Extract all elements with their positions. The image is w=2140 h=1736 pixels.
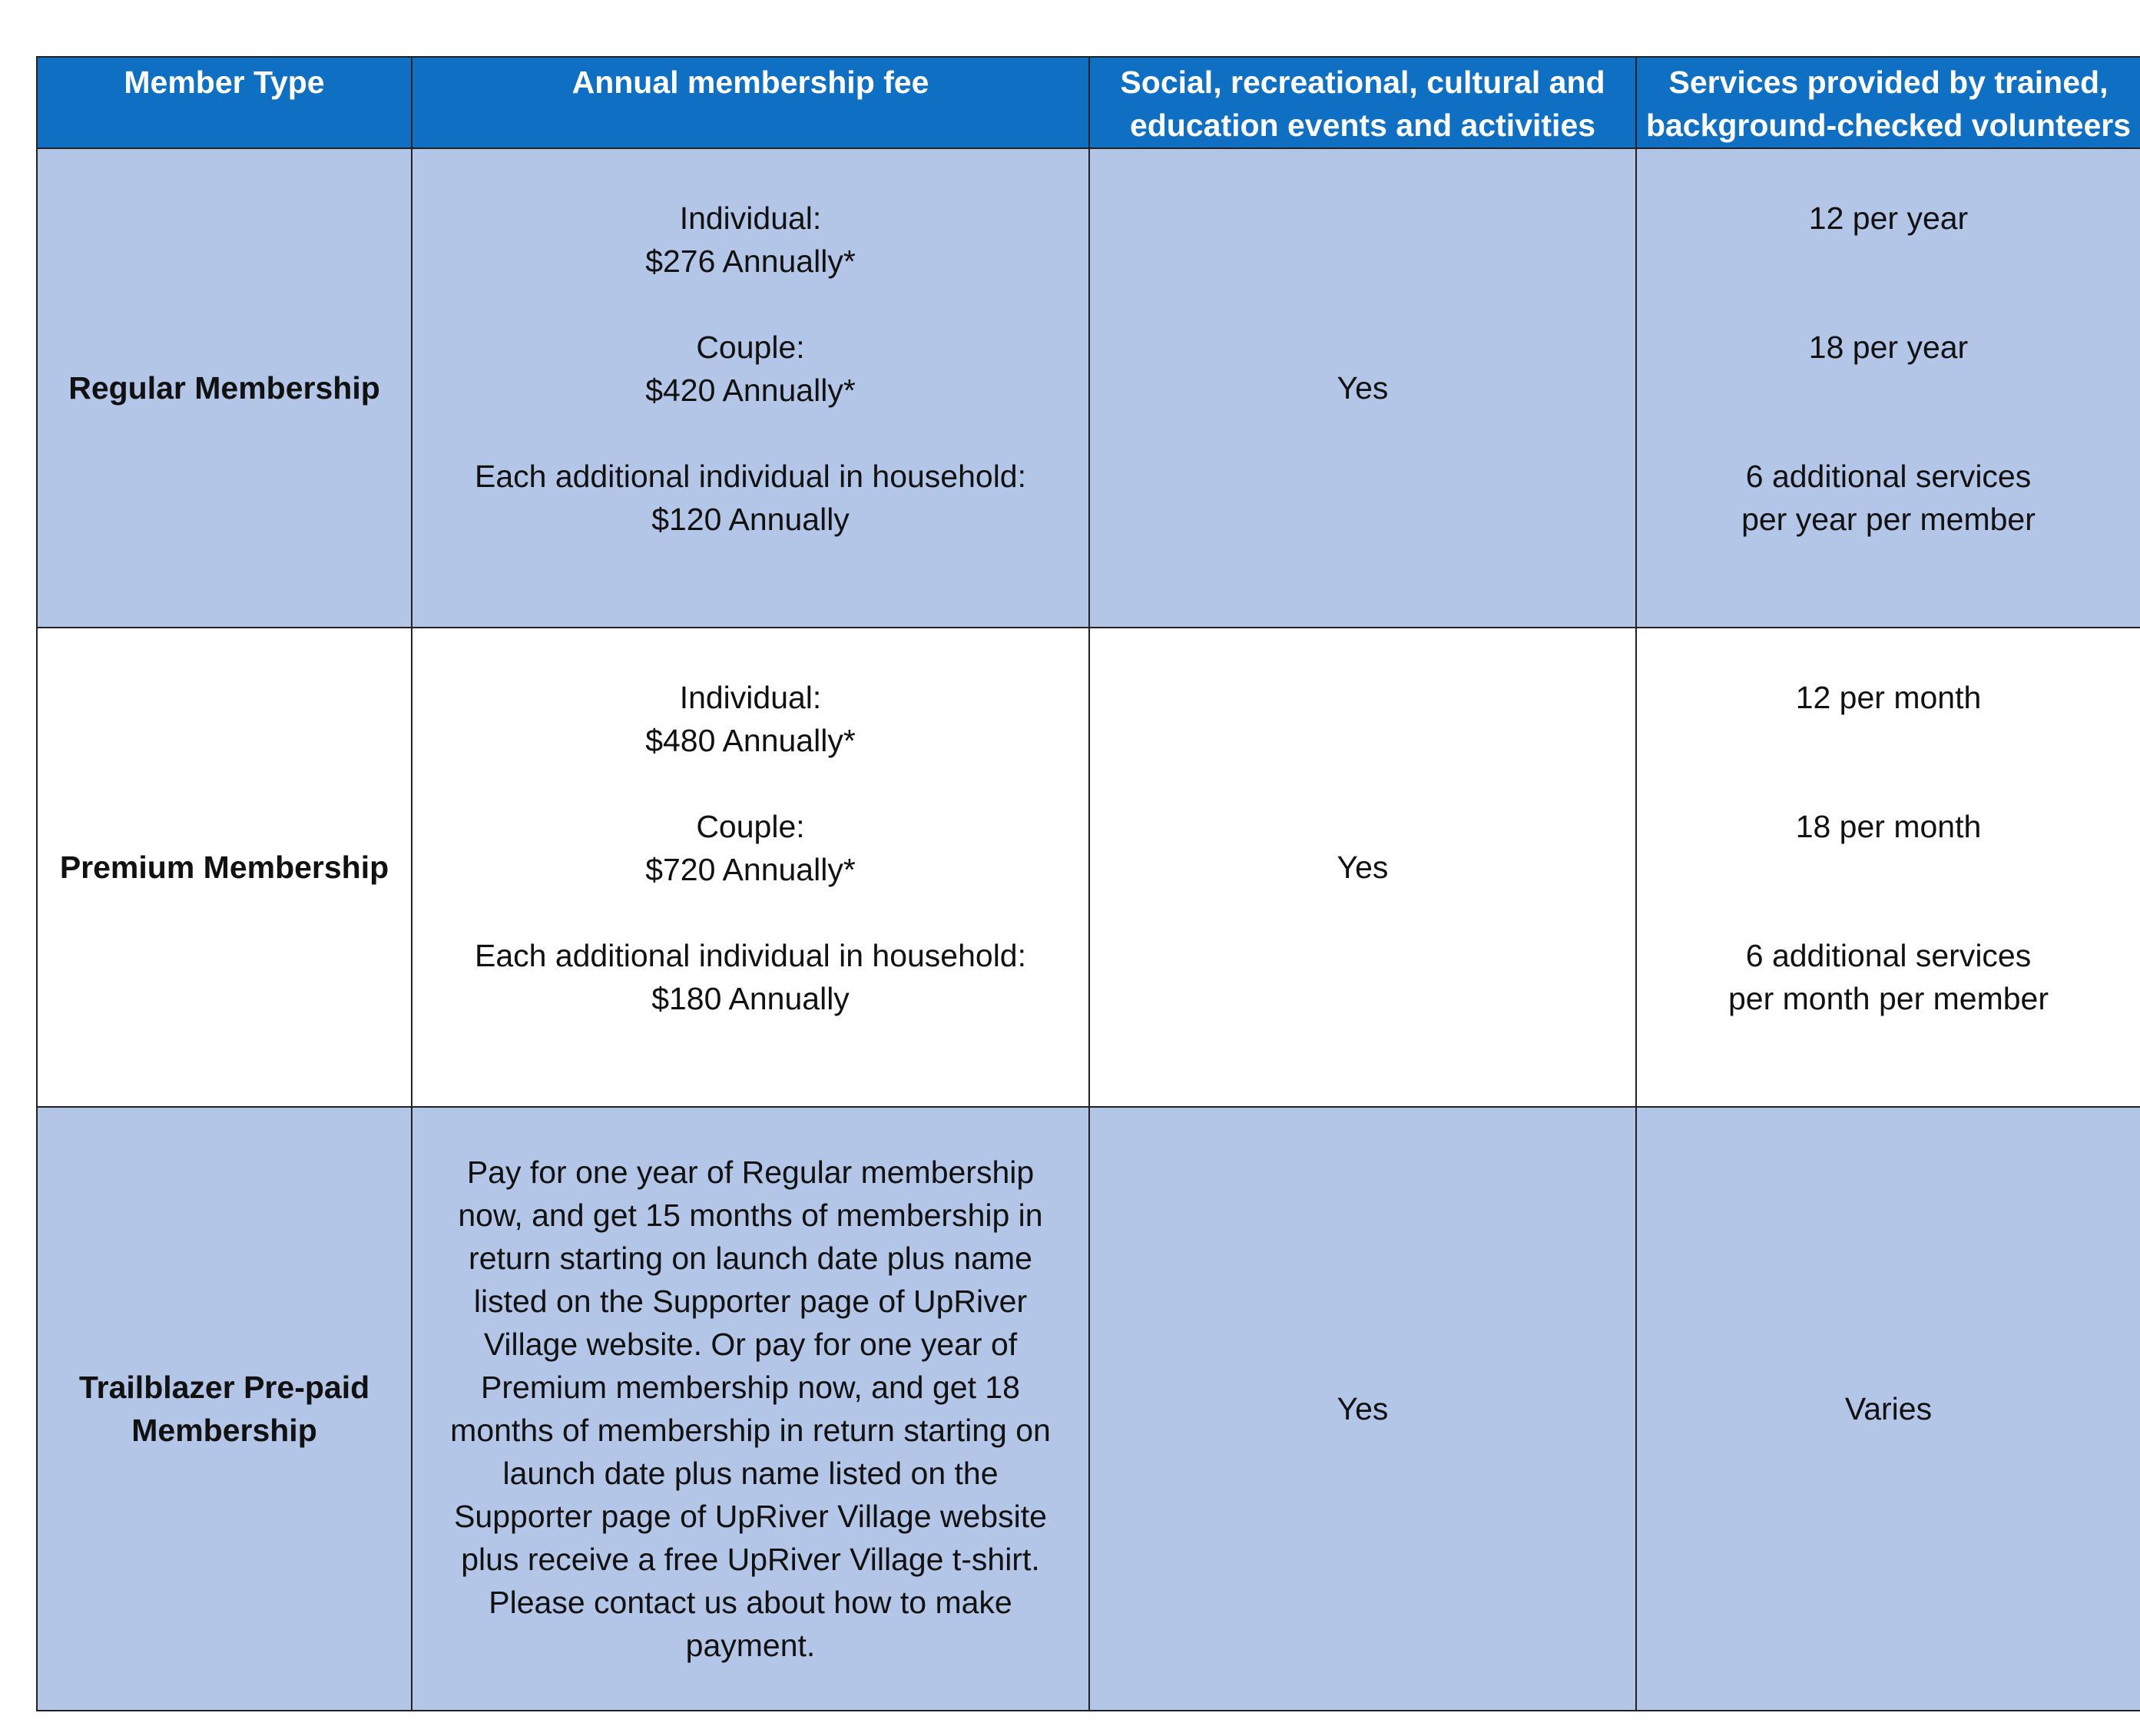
fee-couple-value: $420 Annually* <box>645 373 856 408</box>
header-events <box>1089 57 1636 148</box>
membership-table-container <box>36 56 2140 1711</box>
fee-cell <box>412 148 1089 628</box>
fee-text-line: Premium membership now, and get 18 <box>481 1370 1020 1405</box>
fee-individual-value: $480 Annually* <box>645 723 856 758</box>
header-services-line-1: Services provided by trained, <box>1668 65 2109 100</box>
membership-table <box>36 56 2140 1711</box>
services-individual: 12 per year <box>1808 200 1969 236</box>
member-type-cell <box>37 148 412 628</box>
fee-individual-value: $276 Annually* <box>645 244 856 279</box>
table-row-premium <box>37 628 2140 1107</box>
header-services-line-2: background-checked volunteers <box>1645 108 2132 143</box>
services-cell <box>1636 628 2140 1107</box>
header-annual-fee <box>412 57 1089 148</box>
events-cell <box>1089 1107 1636 1711</box>
header-events-line-1: Social, recreational, cultural and <box>1120 65 1605 100</box>
fee-cell <box>412 1107 1089 1711</box>
services-additional-line-2: per year per member <box>1741 502 2036 537</box>
services-couple: 18 per year <box>1808 330 1969 365</box>
services-additional-line-1: 6 additional services <box>1745 938 2032 973</box>
events-value: Yes <box>1337 370 1389 406</box>
fee-couple-value: $720 Annually* <box>645 852 856 887</box>
member-type-cell <box>37 628 412 1107</box>
header-annual-fee-label: Annual membership fee <box>571 65 929 100</box>
fee-couple-label: Couple: <box>696 330 805 365</box>
header-member-type-label: Member Type <box>124 65 325 100</box>
fee-additional-value: $120 Annually <box>651 502 850 537</box>
fee-additional-label: Each additional individual in household: <box>474 459 1027 494</box>
events-value: Yes <box>1337 1391 1389 1426</box>
fee-text-line: payment. <box>685 1628 816 1663</box>
member-type-trailblazer-line-2: Membership <box>131 1413 317 1448</box>
fee-additional-value: $180 Annually <box>651 981 850 1016</box>
member-type-premium: Premium Membership <box>59 850 389 885</box>
fee-text-line: listed on the Supporter page of UpRiver <box>473 1284 1028 1319</box>
fee-text-line: months of membership in return starting on <box>450 1413 1051 1448</box>
header-services <box>1636 57 2140 148</box>
fee-text-line: Supporter page of UpRiver Village website <box>454 1499 1047 1534</box>
services-cell <box>1636 1107 2140 1711</box>
member-type-trailblazer-line-1: Trailblazer Pre-paid <box>78 1370 370 1405</box>
fee-text-line: launch date plus name listed on the <box>502 1456 999 1491</box>
fee-text-line: Please contact us about how to make <box>489 1585 1012 1620</box>
services-varies: Varies <box>1844 1391 1933 1426</box>
events-value: Yes <box>1337 850 1389 885</box>
trailblazer-fee-text <box>412 1151 1088 1667</box>
fee-text-line: Pay for one year of Regular membership <box>466 1155 1035 1190</box>
member-type-regular: Regular Membership <box>68 370 380 406</box>
fee-text-line: now, and get 15 months of membership in <box>458 1198 1043 1233</box>
table-row-regular <box>37 148 2140 628</box>
services-individual: 12 per month <box>1795 680 1982 715</box>
fee-text-line: Village website. Or pay for one year of <box>483 1327 1018 1362</box>
services-additional-line-1: 6 additional services <box>1745 459 2032 494</box>
fee-cell <box>412 628 1089 1107</box>
fee-couple-label: Couple: <box>696 809 805 844</box>
services-cell <box>1636 148 2140 628</box>
member-type-cell <box>37 1107 412 1711</box>
fee-additional-label: Each additional individual in household: <box>474 938 1027 973</box>
header-events-line-2: education events and activities <box>1129 108 1596 143</box>
fee-individual-label: Individual: <box>679 200 822 236</box>
services-additional-line-2: per month per member <box>1728 981 2049 1016</box>
table-header-row <box>37 57 2140 148</box>
services-couple: 18 per month <box>1795 809 1982 844</box>
fee-text-line: return starting on launch date plus name <box>469 1241 1032 1276</box>
events-cell <box>1089 628 1636 1107</box>
table-row-trailblazer <box>37 1107 2140 1711</box>
header-member-type <box>37 57 412 148</box>
fee-text-line: plus receive a free UpRiver Village t-shirt. <box>461 1542 1040 1577</box>
events-cell <box>1089 148 1636 628</box>
fee-individual-label: Individual: <box>679 680 822 715</box>
